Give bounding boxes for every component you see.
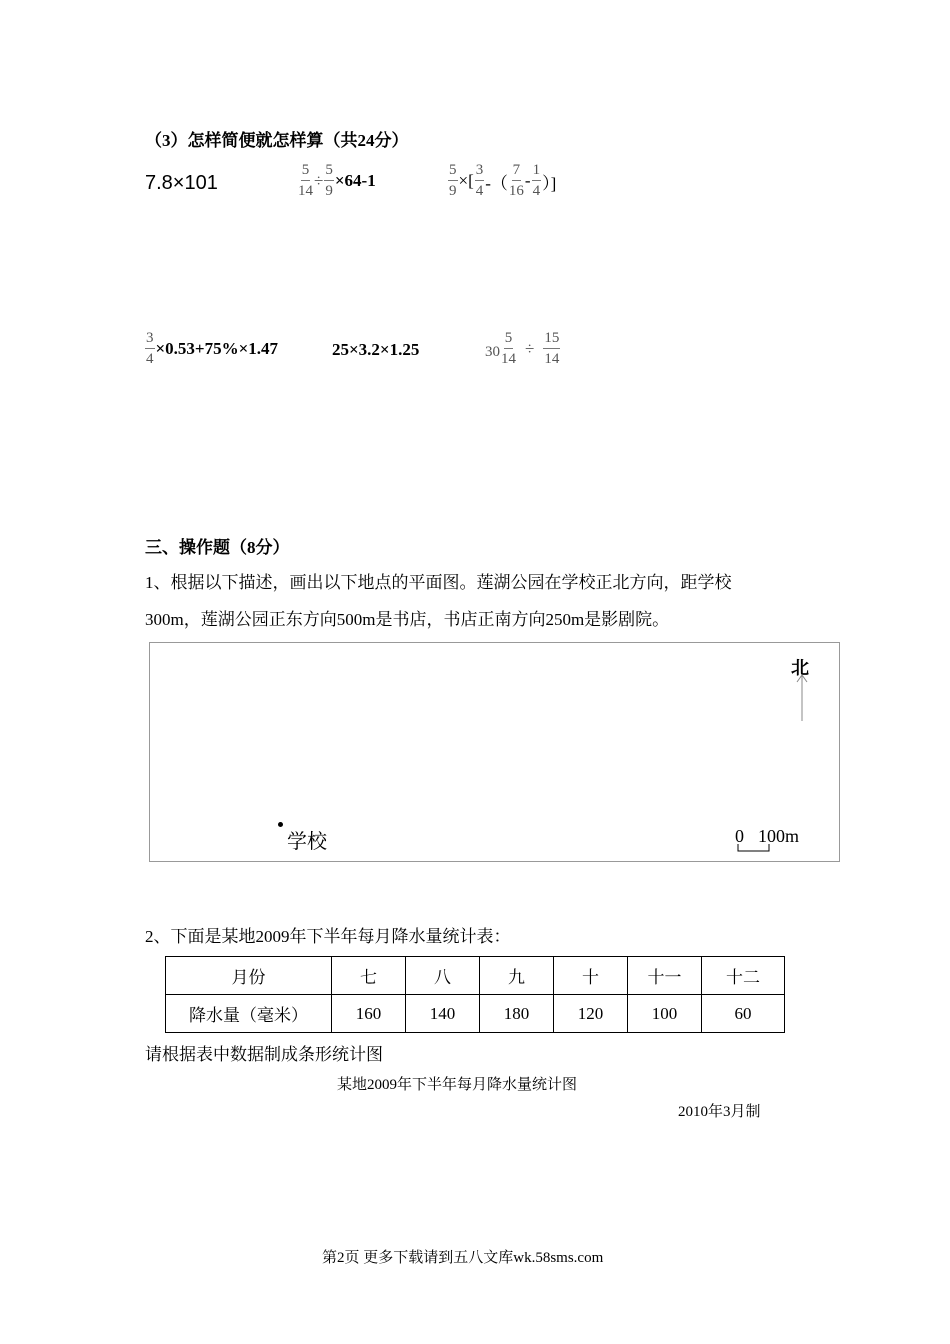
table-row-label: 降水量（毫米） — [166, 995, 332, 1033]
expression-4 — [144, 331, 278, 367]
operator: ÷ — [525, 339, 535, 358]
scale-value: 100m — [758, 826, 800, 846]
expression-6 — [485, 331, 561, 367]
operator: - — [524, 171, 531, 190]
table-header-cell: 十一 — [628, 957, 702, 995]
whole-number: 30 — [485, 343, 500, 360]
numerator: 1 — [532, 163, 542, 181]
table-cell: 60 — [702, 995, 785, 1033]
chart-title: 某地2009年下半年每月降水量统计图 — [337, 1077, 578, 1093]
question-2-intro: 2、下面是某地2009年下半年每月降水量统计表： — [145, 927, 511, 946]
table-header-cell: 八 — [406, 957, 480, 995]
fraction — [543, 331, 560, 367]
denominator: 14 — [544, 351, 560, 367]
numerator: 3 — [145, 331, 155, 349]
fraction — [298, 163, 313, 199]
table-cell: 100 — [628, 995, 702, 1033]
denominator: 16 — [508, 183, 524, 199]
denominator: 4 — [532, 183, 541, 199]
expression-1: 7.8×101 — [145, 172, 218, 194]
fraction — [324, 163, 334, 199]
denominator: 9 — [325, 183, 333, 199]
rainfall-table — [165, 956, 785, 1033]
school-label: 学校 — [287, 831, 327, 853]
scale-zero: 0 — [735, 826, 744, 846]
table-cell: 160 — [332, 995, 406, 1033]
table-row — [166, 957, 785, 995]
expression-3 — [447, 163, 556, 199]
operator: ×[ — [458, 171, 474, 190]
table-cell: 180 — [480, 995, 554, 1033]
question-1-line-1: 1、根据以下描述，画出以下地点的平面图。莲湖公园在学校正北方向，距学校 — [145, 573, 732, 592]
map-drawing-area[interactable] — [149, 642, 840, 862]
table-cell: 120 — [554, 995, 628, 1033]
expression-tail: ×0.53+75%×1.47 — [155, 339, 279, 358]
fraction — [475, 163, 485, 199]
numerator: 5 — [324, 163, 334, 181]
denominator: 4 — [475, 183, 484, 199]
numerator: 5 — [448, 163, 458, 181]
operator: ）] — [542, 173, 557, 193]
expression-5: 25×3.2×1.25 — [332, 340, 420, 359]
denominator: 4 — [146, 351, 154, 367]
denominator: 9 — [449, 183, 457, 199]
north-arrow-icon — [795, 673, 809, 723]
denominator: 14 — [298, 183, 313, 199]
scale-bar — [737, 843, 771, 853]
table-cell: 140 — [406, 995, 480, 1033]
operator: ÷ — [314, 171, 324, 190]
question-1-line-2: 300m，莲湖公园正东方向500m是书店，书店正南方向250m是影剧院。 — [145, 610, 670, 629]
denominator: 14 — [501, 351, 516, 367]
chart-instruction: 请根据表中数据制成条形统计图 — [145, 1045, 383, 1064]
fraction — [145, 331, 155, 367]
fraction — [501, 331, 516, 367]
numerator: 5 — [504, 331, 514, 349]
chart-date: 2010年3月制 — [678, 1104, 761, 1120]
page-footer: 第2页 更多下载请到五八文库wk.58sms.com — [322, 1250, 604, 1266]
table-header-label: 月份 — [166, 957, 332, 995]
expression-2 — [297, 163, 376, 199]
operator: -（ — [485, 173, 508, 193]
north-label: 北 — [791, 658, 809, 679]
expression-tail: ×64-1 — [334, 171, 376, 190]
table-header-cell: 十 — [554, 957, 628, 995]
fraction — [448, 163, 458, 199]
table-header-cell: 七 — [332, 957, 406, 995]
numerator: 5 — [301, 163, 311, 181]
numerator: 3 — [475, 163, 485, 181]
numerator: 15 — [543, 331, 560, 349]
table-header-cell: 十二 — [702, 957, 785, 995]
section-heading: （3）怎样简便就怎样算（共24分） — [145, 131, 409, 150]
part-heading: 三、操作题（8分） — [145, 538, 290, 557]
table-header-cell: 九 — [480, 957, 554, 995]
school-point — [278, 822, 283, 827]
numerator: 7 — [512, 163, 522, 181]
fraction — [532, 163, 542, 199]
fraction — [509, 163, 524, 199]
table-row — [166, 995, 785, 1033]
